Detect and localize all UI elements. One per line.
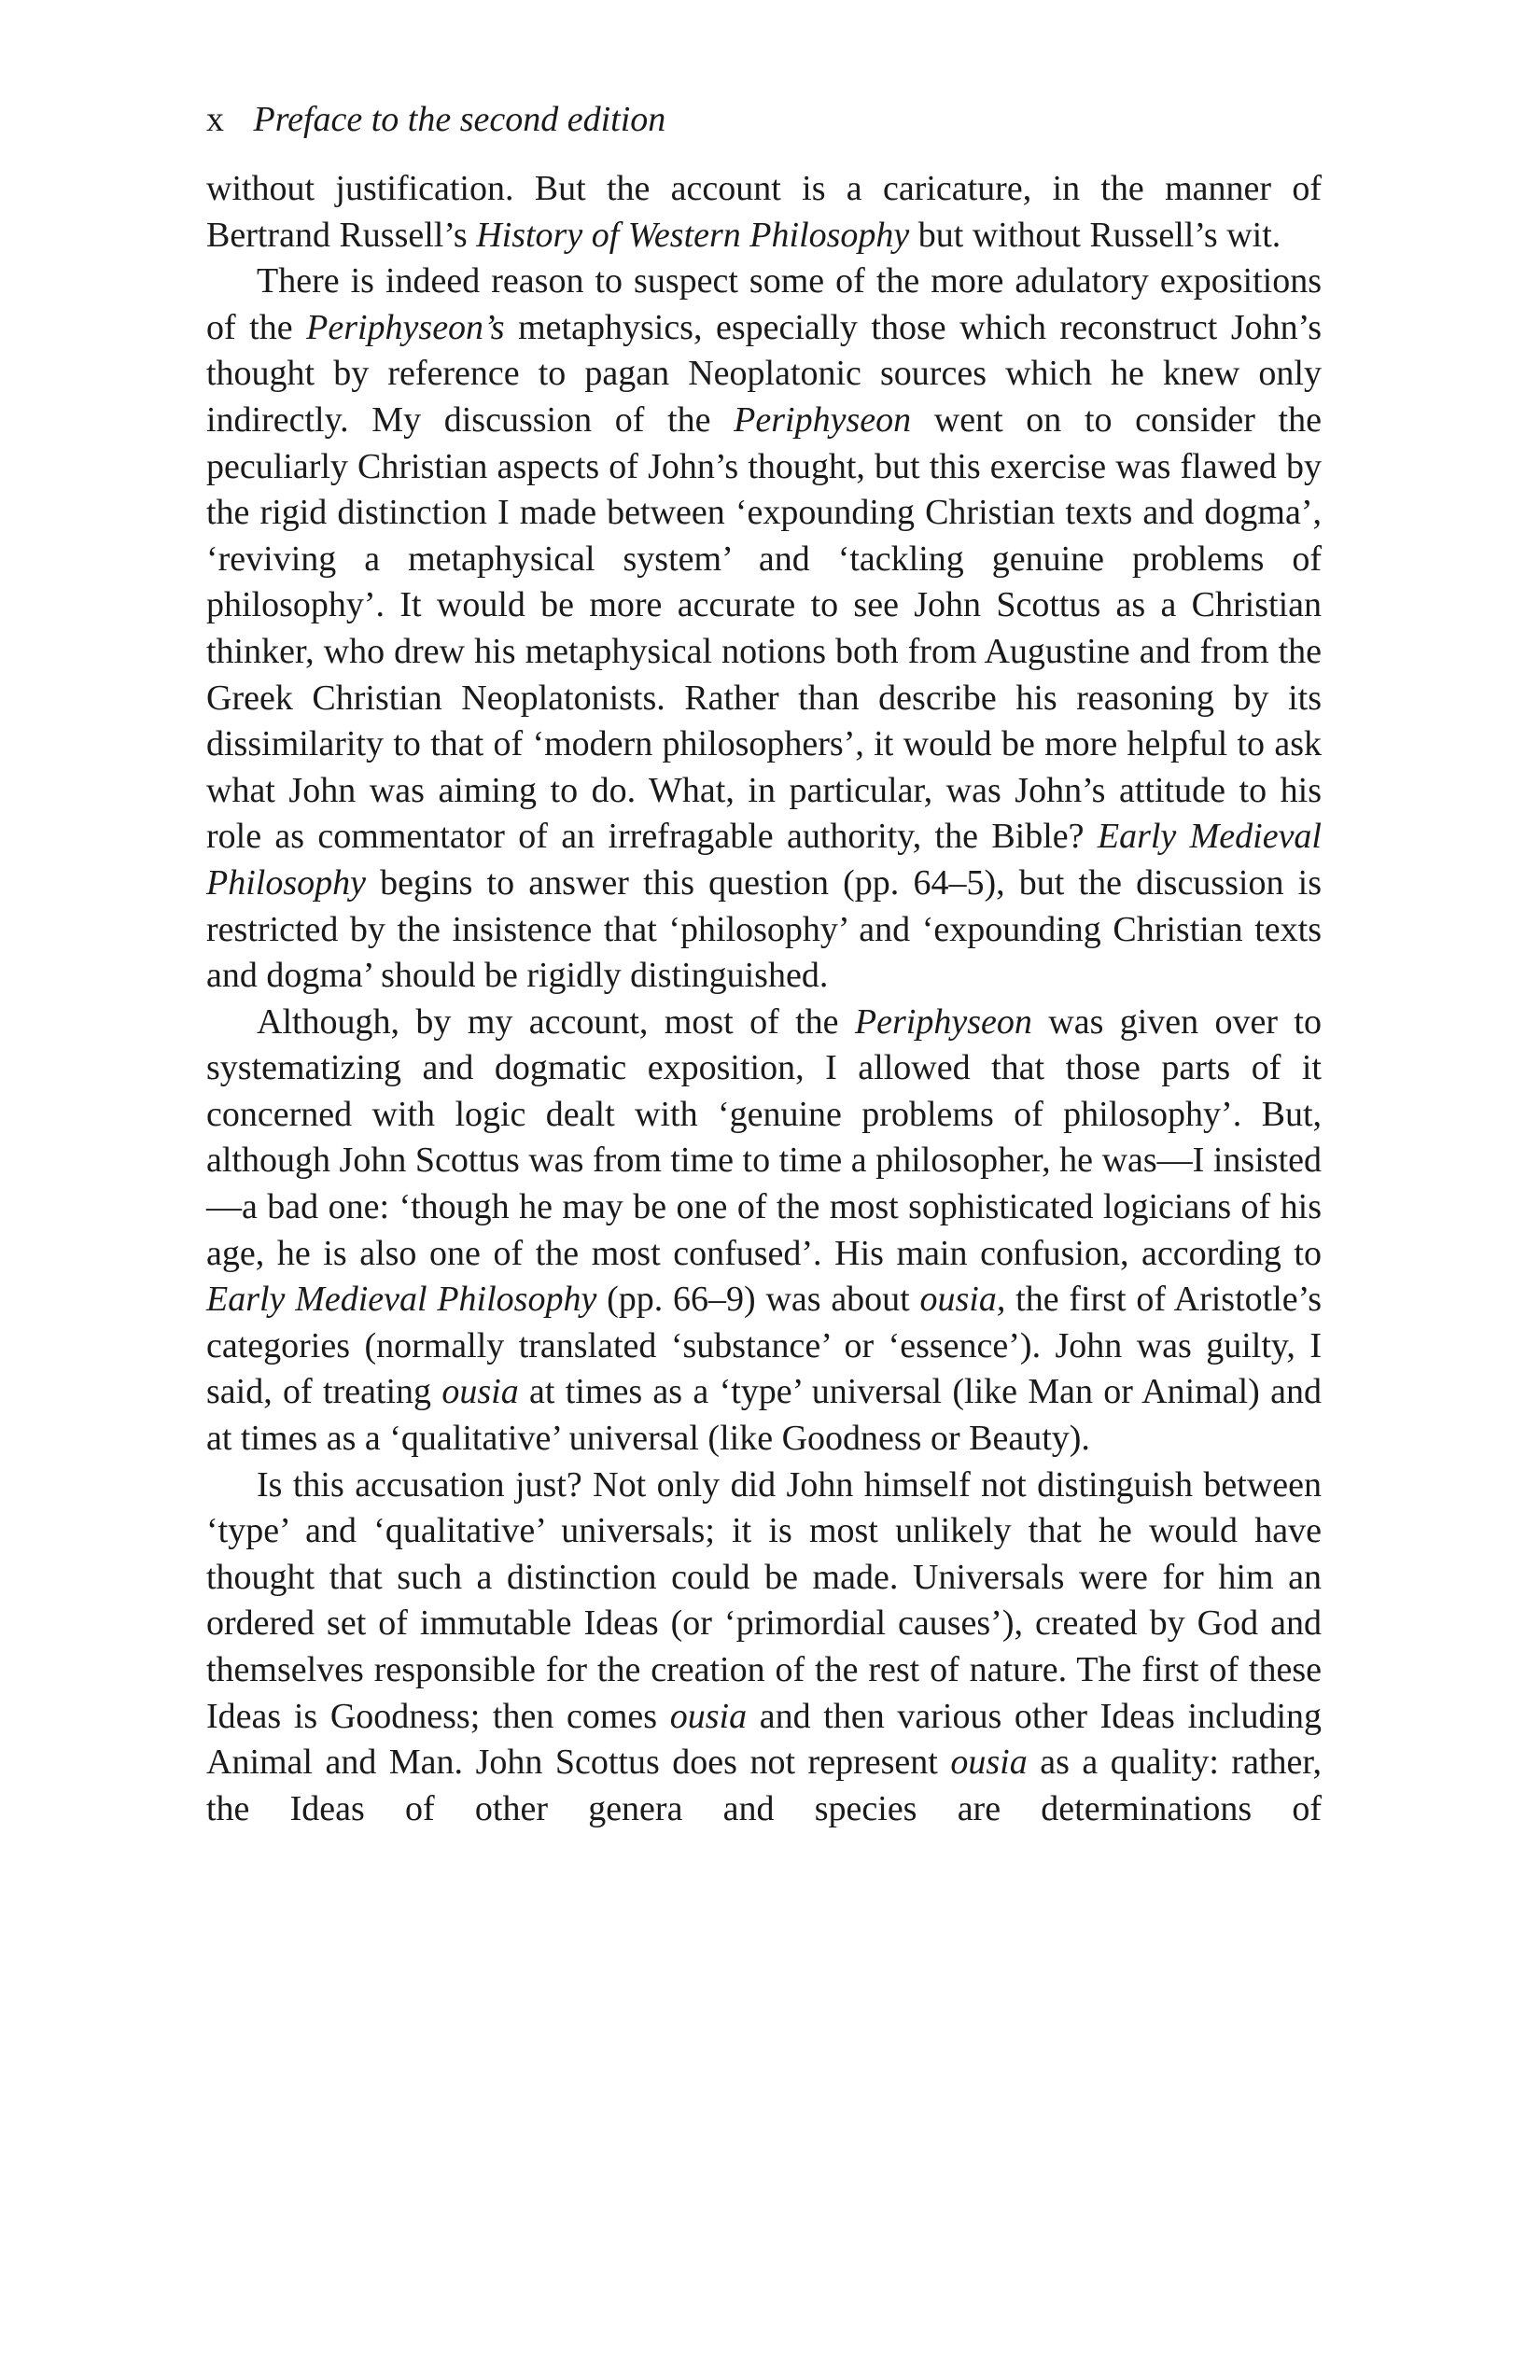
- body-text: [206, 166, 1322, 1832]
- text-segment: without justification. But the account is a caricature, in the manner of Bertrand Russell’s: [206, 169, 1322, 255]
- page-number: x: [206, 100, 224, 139]
- text-segment: the first of Aristotle’s categories (normally translated ‘substance’ or ‘essence’). John was guilty, I said, of treating: [206, 1280, 1322, 1412]
- text-segment: (pp. 66–9) was about: [596, 1280, 920, 1320]
- italic-text-segment: ousia: [950, 1743, 1028, 1783]
- text-segment: at times as a ‘type’ universal (like Man or Animal) and at times as a ‘qualitative’ universal (like Goodness or Beauty).: [206, 1372, 1322, 1459]
- italic-text-segment: ousia: [669, 1696, 748, 1736]
- paragraph: [206, 166, 1322, 259]
- text-segment: metaphysics, especially those which reconstruct John’s thought by reference to pagan Neoplatonic sources which he knew only indirectly. My discussion of the: [206, 307, 1322, 440]
- text-segment: begins to answer this question (pp. 64–5), but the discussion is restricted by the insistence that ‘philosophy’ and ‘expounding Christian texts and dogma’ should be rigidly distinguished.: [206, 862, 1322, 996]
- text-segment: Is this accusation just? Not only did John himself not distinguish between ‘type’ and ‘qualitative’ universals; it is most unlikely that he would have thought that such a distinction could be made. Universals were for him an ordered set of immutable Ideas (or ‘primordial causes’), created by God and themselves responsible for the creation of the rest of nature. The first of these Ideas is Goodness; then comes: [206, 1464, 1322, 1736]
- text-segment: as a quality: rather, the Ideas of other genera and species are determinations of: [206, 1743, 1322, 1828]
- paragraph: [206, 1463, 1322, 1833]
- paragraph: [206, 259, 1322, 1000]
- paragraph: [206, 1000, 1322, 1463]
- book-page: [206, 93, 1322, 1832]
- running-head: [206, 93, 1322, 146]
- text-segment: but without Russell’s wit.: [909, 215, 1281, 255]
- text-segment: was given over to systematizing and dogmatic exposition, I allowed that those parts of it concerned with logic dealt with ‘genuine problems of philosophy’. But, although John Scottus was from time to time a philosopher, he was—I insisted—a bad one: ‘though he may be one of the most sophisticated logicians of his age, he is also one of the most confused’. His main confusion, according to: [206, 1001, 1322, 1273]
- text-segment: went on to consider the peculiarly Christian aspects of John’s thought, but this exercise was flawed by the rigid distinction I made between ‘expounding Christian texts and dogma’, ‘reviving a metaphysical system’ and ‘tackling genuine problems of philosophy’. It would be more accurate to see John Scottus as a Christian thinker, who drew his metaphysical notions both from Augustine and from the Greek Christian Neoplatonists. Rather than describe his reasoning by its dissimilarity to that of ‘modern philosophers’, it would be more helpful to ask what John was aiming to do. What, in particular, was John’s attitude to his role as commentator of an irrefragable authority, the Bible?: [206, 399, 1322, 857]
- text-segment: There is indeed reason to suspect some of the more adulatory expositions of the: [206, 261, 1322, 347]
- italic-text-segment: Periphyseon: [854, 1001, 1032, 1042]
- running-head-title: Preface to the second edition: [253, 100, 666, 139]
- italic-text-segment: History of Western Philosophy: [476, 215, 910, 255]
- italic-text-segment: ousia: [441, 1372, 519, 1412]
- italic-text-segment: ousia,: [919, 1280, 1006, 1320]
- italic-text-segment: Early Medieval Philosophy: [206, 1280, 597, 1320]
- italic-text-segment: Periphyseon’s: [306, 307, 505, 347]
- italic-text-segment: Periphyseon: [734, 399, 912, 440]
- italic-text-segment: Early Medieval Philosophy: [206, 817, 1322, 903]
- text-segment: Although, by my account, most of the: [257, 1001, 855, 1042]
- text-segment: and then various other Ideas including Animal and Man. John Scottus does not represent: [206, 1696, 1322, 1783]
